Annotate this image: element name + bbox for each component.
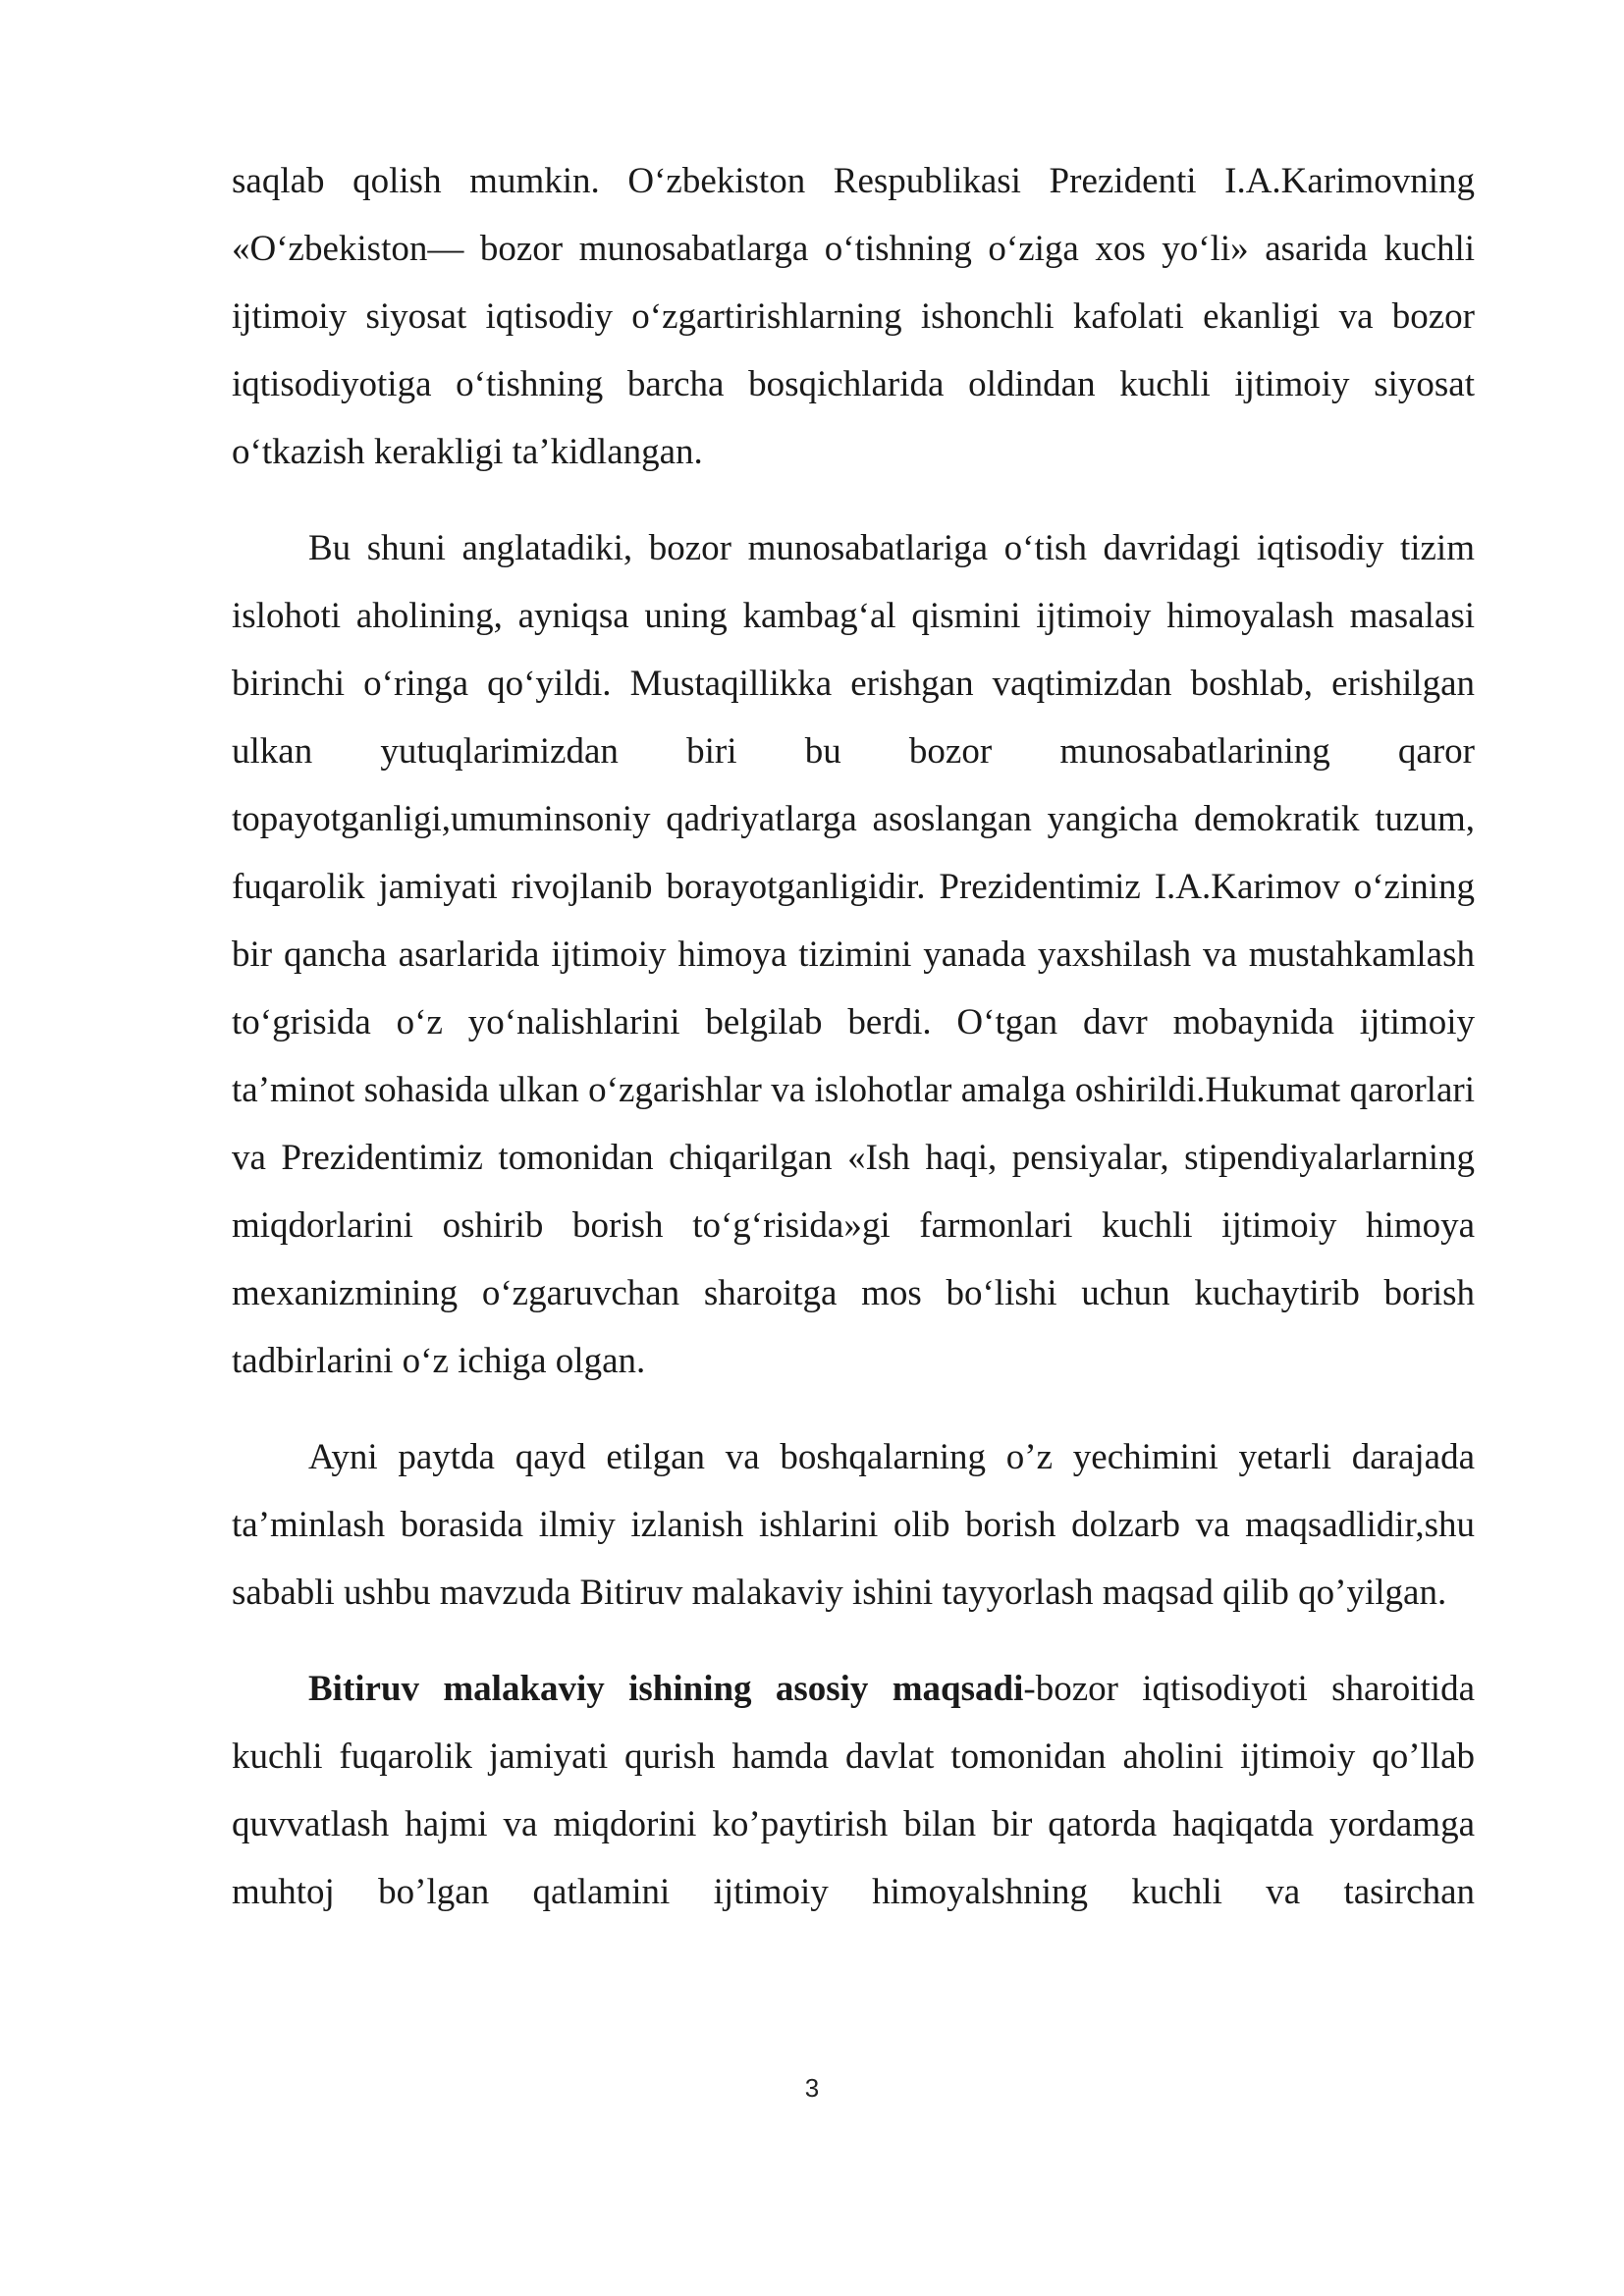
paragraph-4 [232,1655,1475,1926]
paragraph-3-text: Ayni paytda qayd etilgan va boshqalarning o’z yechimini yetarli darajada ta’minlash borasida ilmiy izlanish ishlarini olib borish dolzarb va maqsadlidir,shu sababli ushbu mavzuda Bitiruv malakaviy ishini tayyorlash maqsad qilib qo’yilgan. [232,1437,1475,1613]
paragraph-2-text: Bu shuni anglatadiki, bozor munosabatlariga o‘tish davridagi iqtisodiy tizim islohoti aholining, ayniqsa uning kambag‘al qismini ijtimoiy himoyalash masalasi birinchi o‘ringa qo‘yildi. Mustaqillikka erishgan vaqtimizdan boshlab, erishilgan ulkan yutuqlarimizdan biri bu bozor munosabatlarining qaror topayotganligi,umuminsoniy qadriyatlarga asoslangan yangicha demokratik tuzum, fuqarolik jamiyati rivojlanib borayotganligidir. Prezidentimiz I.A.Karimov o‘zining bir qancha asarlarida ijtimoiy himoya tizimini yanada yaxshilash va mustahkamlash to‘grisida o‘z yo‘nalishlarini belgilab berdi. O‘tgan davr mobaynida ijtimoiy ta’minot sohasida ulkan o‘zgarishlar va islohotlar amalga oshirildi.Hukumat qarorlari va Prezidentimiz tomonidan chiqarilgan «Ish haqi, pensiyalar, stipendiyalarlarning miqdorlarini oshirib borish to‘g‘risida»gi farmonlari kuchli ijtimoiy himoya mexanizmining o‘zgaruvchan sharoitga mos bo‘lishi uchun kuchaytirib borish tadbirlarini o‘z ichiga olgan. [232,528,1475,1381]
page-number: 3 [804,2073,820,2103]
paragraph-2 [232,514,1475,1395]
paragraph-1 [232,147,1475,486]
paragraph-3 [232,1423,1475,1627]
page-body [232,147,1475,1954]
paragraph-1-text: saqlab qolish mumkin. O‘zbekiston Respublikasi Prezidenti I.A.Karimovning «O‘zbekiston— bozor munosabatlarga o‘tishning o‘ziga xos yo‘li» asarida kuchli ijtimoiy siyosat iqtisodiy o‘zgartirishlarning ishonchli kafolati ekanligi va bozor iqtisodiyotiga o‘tishning barcha bosqichlarida oldindan kuchli ijtimoiy siyosat o‘tkazish kerakligi ta’kidlangan. [232,161,1475,472]
paragraph-4-bold-lead: Bitiruv malakaviy ishining asosiy maqsadi [308,1669,1024,1709]
paragraph-4-text: -bozor iqtisodiyoti sharoitida kuchli fuqarolik jamiyati qurish hamda davlat tomonidan aholini ijtimoiy qo’llab quvvatlash hajmi va miqdorini ko’paytirish bilan bir qatorda haqiqatda yordamga muhtoj bo’lgan qatlamini ijtimoiy himoyalshning kuchli va tasirchan [232,1669,1475,1912]
